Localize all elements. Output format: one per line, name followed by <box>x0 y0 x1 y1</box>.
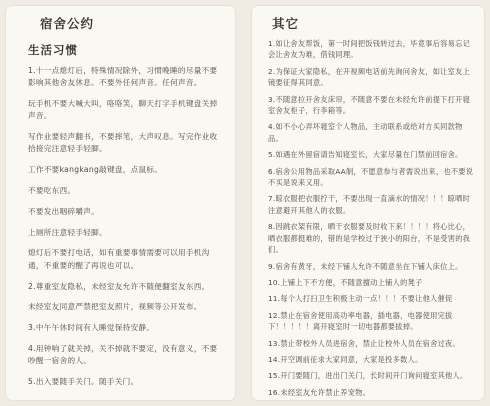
left-page <box>6 6 235 400</box>
paragraph: 4.如不小心弄坏寝室个人物品，主动联系或给对方买同款物品。 <box>268 122 463 143</box>
right-page <box>252 6 484 400</box>
page-title: 其它 <box>272 16 300 31</box>
paragraph: 10.上铺上下不方便，不随意擅动上铺人的凳子 <box>268 277 423 287</box>
paragraph: 8.因跳衣架有限，晒干衣服要及时收下来！！！！将心比心，晒衣服都挺难的，错的是学校过于狭小的阳台，不是受害的我们。 <box>268 222 471 255</box>
paragraph: 16.未经室友允许禁止养宠物。 <box>268 387 371 397</box>
paragraph: 12.禁止在宿舍使用高功率电器，插电器，电器使用完拔下！！！！！离开寝室时一切电器都要拔掉。 <box>268 310 453 332</box>
paragraph: 14.开空调前征求大家同意，大家是投多数人。 <box>268 354 423 364</box>
paragraph: 不要吃东西。 <box>28 186 76 196</box>
paragraph: 3.中午午休时间有人睡觉保持安静。 <box>28 323 155 333</box>
paragraph: 5.如遇在外留宿请告知寝室长，大家尽量在门禁前回宿舍。 <box>268 150 463 160</box>
paragraph: 11.每个人打扫卫生积极主动一点！！！不要让他人催促 <box>268 294 453 304</box>
paragraph: 工作不要kangkang敲键盘，点鼠标。 <box>28 165 163 175</box>
paragraph: 6.宿舍公用物品采取AA制，不愿意参与者需说出来，也不要说不买是说来又用。 <box>268 166 474 188</box>
paragraph: 1.十一点熄灯后，特殊情况除外，习惯晚睡的尽量不要影响其他舍友休息。不要外任何声音。任何声音。 <box>28 66 218 88</box>
paragraph: 熄灯后不要打电话，如有重要事情需要可以用手机沟通，不重要的醒了再说也可以。 <box>28 248 210 270</box>
paragraph: 不要发出咽碎嚼声。 <box>28 206 100 216</box>
paragraph: 2.尊重室友隐私，未经室友允许不随便翻室友东西。 <box>28 281 210 291</box>
paragraph: 4.用钟响了就关掉，关不掉就不要定，没有意义，不要吵醒一宿舍的人。 <box>28 343 218 366</box>
paragraph-list <box>268 38 474 398</box>
paragraph: 1.如让舍友帮饭，第一时间把饭钱转过去，毕竟事后容易忘记会让舍友为难，借钱同理。 <box>268 39 471 60</box>
paragraph: 玩手机不要大喊大叫，咯咯笑，聊天打字手机键盘关掉声音。 <box>28 99 218 121</box>
paragraph: 3.不随意拉开舍友床帘，不随意不要在未经允许前提下打开寝室舍友柜子，行李箱等。 <box>268 94 471 116</box>
paragraph: 未经室友同意严禁把室友照片，视频等公开发布。 <box>28 302 202 312</box>
paragraph: 上厕所注意轻手轻脚。 <box>28 227 107 237</box>
paragraph: 2.为保证大家隐私，在开视频电话前先询问舍友，如让室友上镜要征得其同意。 <box>268 66 471 88</box>
paragraph-list <box>28 65 225 388</box>
section-heading: 生活习惯 <box>28 43 78 57</box>
paragraph: 7.晾衣服把衣服拧干，不要出现一直滴水的情况！！！晾晒时注意避开其他人的衣服。 <box>268 194 471 215</box>
paragraph: 13.禁止带校外人员进宿舍，禁止让校外人员在宿舍过夜。 <box>268 338 461 348</box>
page-title: 宿舍公约 <box>40 16 95 31</box>
paragraph: 15.开门要随门，进出门关门，长时间开门询问寝室其他人。 <box>268 371 468 381</box>
paragraph: 9.宿舍有黄牙，未经下铺人允许不随意坐在下铺人床位上。 <box>268 261 463 271</box>
paragraph: 5.出入要随手关门。随手关门。 <box>28 377 139 387</box>
paragraph: 写作业要轻声翻书，不要摔笔，大声叹息。写完作业收拾接完注意轻手轻脚。 <box>28 132 218 154</box>
